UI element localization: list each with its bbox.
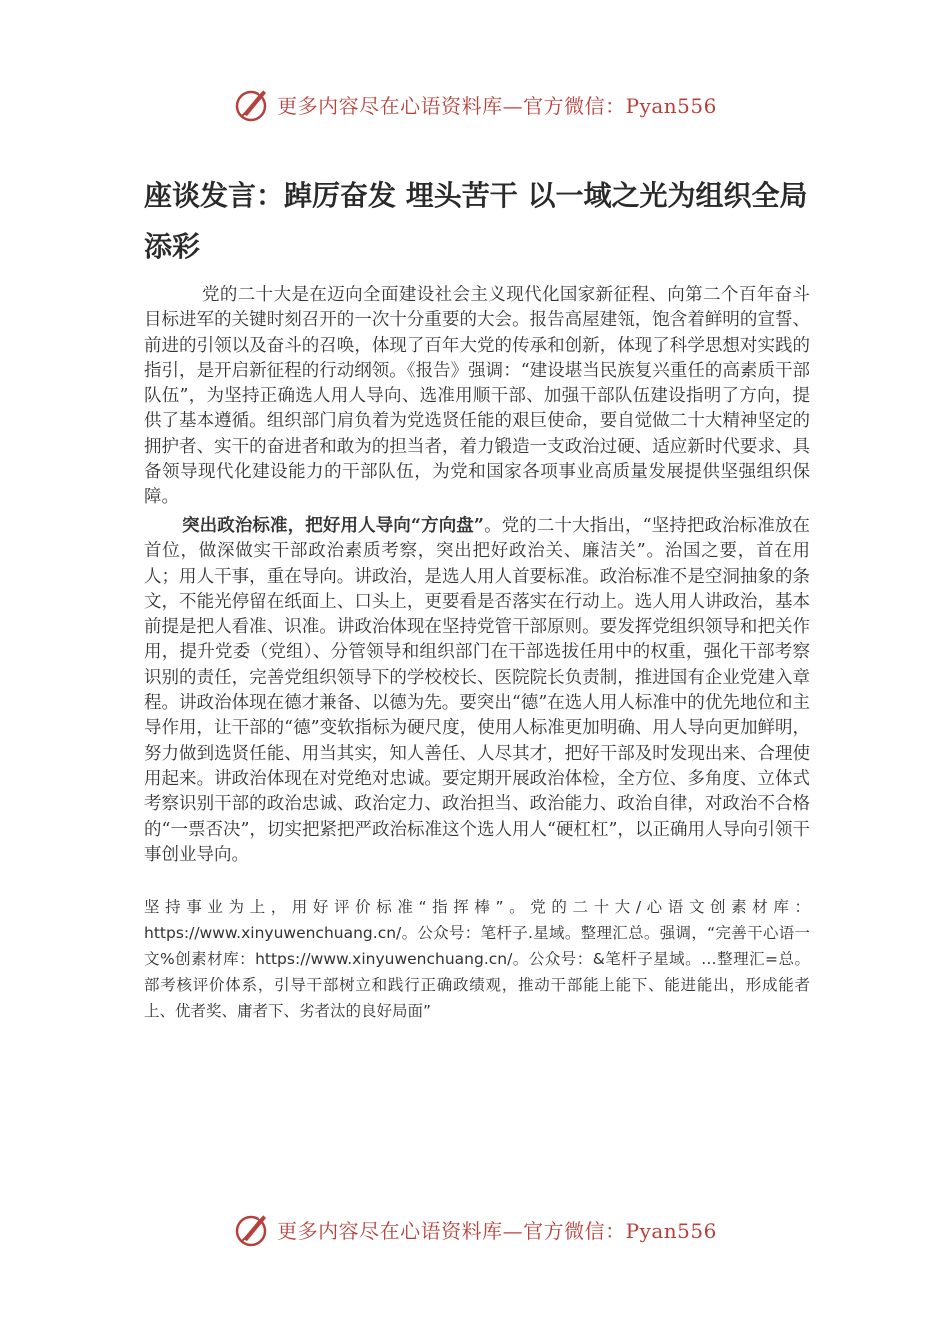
paragraph-lead-heading: 突出政治标准，把好用人导向“方向盘” <box>182 516 484 536</box>
quill-logo-icon <box>233 84 273 124</box>
page-title: 座谈发言：踔厉奋发 埋头苦干 以一域之光为组织全局添彩 <box>144 179 808 263</box>
header-watermark-text: 更多内容尽在心语资料库—官方微信：Pyan556 <box>277 93 717 118</box>
paragraph-career-first: 坚持事业为上，用好评价标准“指挥棒”。党的二十大/心语文创素材库：https://www.xinyuwenchuang.cn/。公众号：笔杆子.星域。整理汇总。强调，“完善干心语一文%创素材库：https://www.xinyuwenchuang.cn/。公众号：&笔杆子星域。…整理汇=总。部考核评价体系，引导干部树立和践行正确政绩观，推动干部能上能下、能进能出，形成能者上、优者奖、庸者下、劣者汰的良好局面” <box>144 898 810 1020</box>
header-watermark-banner <box>0 82 950 126</box>
paragraph-political-standard <box>144 514 810 868</box>
paragraph-intro: 党的二十大是在迈向全面建设社会主义现代化国家新征程、向第二个百年奋斗目标进军的关键时刻召开的一次十分重要的大会。报告高屋建瓴，饱含着鲜明的宣誓、前进的引领以及奋斗的召唤，体现了百年大党的传承和创新，体现了科学思想对实践的指引，是开启新征程的行动纲领。《报告》强调：“建设堪当民族复兴重任的高素质干部队伍”，为坚持正确选人用人导向、选准用顺干部、加强干部队伍建设指明了方向，提供了基本遵循。组织部门肩负着为党选贤任能的艰巨使命，要自觉做二十大精神坚定的拥护者、实干的奋进者和敢为的担当者，着力锻造一支政治过硬、适应新时代要求、具备领导现代化建设能力的干部队伍，为党和国家各项事业高质量发展提供坚强组织保障。 <box>144 285 810 508</box>
quill-logo-icon <box>233 1209 273 1249</box>
footer-watermark-text: 更多内容尽在心语资料库—官方微信：Pyan556 <box>277 1218 717 1243</box>
paragraph-body: 。党的二十大指出，“坚持把政治标准放在首位，做深做实干部政治素质考察，突出把好政治关、廉洁关”。治国之要，首在用人；用人干事，重在导向。讲政治，是选人用人首要标准。政治标准不是空洞抽象的条文，不能光停留在纸面上、口头上，更要看是否落实在行动上。选人用人讲政治，基本前提是把人看准、识准。讲政治体现在坚持党管干部原则。要发挥党组织领导和把关作用，提升党委（党组）、分管领导和组织部门在干部选拔任用中的权重，强化干部考察识别的责任，完善党组织领导下的学校校长、医院院长负责制，推进国有企业党建入章程。讲政治体现在德才兼备、以德为先。要突出“德”在选人用人标准中的优先地位和主导作用，让干部的“德”变软指标为硬尺度，使用人标准更加明确、用人导向更加鲜明，努力做到选贤任能、用当其实，知人善任、人尽其才，把好干部及时发现出来、合理使用起来。讲政治体现在对党绝对忠诚。要定期开展政治体检，全方位、多角度、立体式考察识别干部的政治忠诚、政治定力、政治担当、政治能力、政治自律，对政治不合格的“一票否决”，切实把紧把严政治标准这个选人用人“硬杠杠”，以正确用人导向引领干事创业导向。 <box>144 516 810 865</box>
footer-watermark-banner <box>0 1207 950 1251</box>
